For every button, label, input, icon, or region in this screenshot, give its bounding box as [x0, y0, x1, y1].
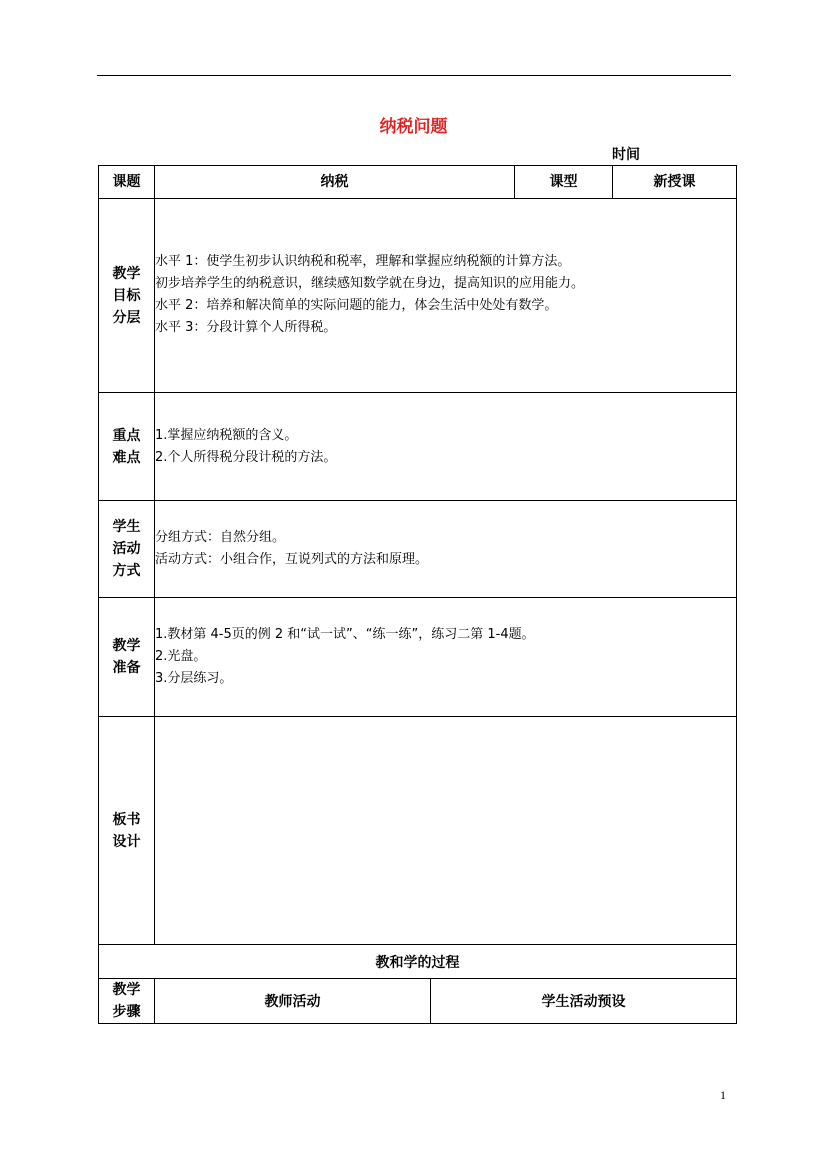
topic-value: 纳税	[155, 166, 515, 199]
key-point-line: 1.掌握应纳税额的含义。	[155, 427, 298, 443]
activity-label: 学生 活动 方式	[99, 501, 155, 598]
prep-line: 1.教材第 4-5页的例 2 和“试一试”、“练一练”，练习二第 1-4题。	[155, 627, 535, 642]
process-header-row	[99, 979, 737, 1024]
lesson-plan-table	[98, 165, 737, 1024]
page-number: 1	[720, 1088, 726, 1102]
student-activity-header: 学生活动预设	[431, 979, 737, 1024]
teacher-activity-header: 教师活动	[155, 979, 431, 1024]
topic-row	[99, 166, 737, 199]
time-label: 时间	[612, 147, 640, 163]
activity-line: 活动方式：小组合作，互说列式的方法和原理。	[155, 552, 429, 567]
process-title-row	[99, 945, 737, 979]
lesson-type-label: 课型	[515, 166, 613, 199]
goal-line: 初步培养学生的纳税意识，继续感知数学就在身边，提高知识的应用能力。	[155, 276, 585, 291]
lesson-type-value: 新授课	[613, 166, 737, 199]
document-title: 纳税问题	[379, 117, 448, 137]
goal-line: 水平 3：分段计算个人所得税。	[155, 320, 337, 335]
goals-row	[99, 199, 737, 393]
goals-content	[155, 199, 737, 393]
board-label: 板书 设计	[99, 717, 155, 945]
header-rule	[97, 75, 731, 76]
board-row	[99, 717, 737, 945]
prep-row	[99, 598, 737, 717]
goal-line: 水平 2：培养和解决简单的实际问题的能力，体会生活中处处有数学。	[155, 298, 558, 313]
prep-line: 3.分层练习。	[155, 671, 233, 686]
key-points-label: 重点 难点	[99, 393, 155, 501]
board-content	[155, 717, 737, 945]
key-points-row	[99, 393, 737, 501]
activity-row	[99, 501, 737, 598]
prep-line: 2.光盘。	[155, 649, 207, 664]
activity-content	[155, 501, 737, 598]
prep-label: 教学 准备	[99, 598, 155, 717]
topic-label: 课题	[99, 166, 155, 199]
key-point-line: 2.个人所得税分段计税的方法。	[155, 449, 337, 465]
activity-line: 分组方式：自然分组。	[155, 530, 286, 545]
process-title: 教和学的过程	[99, 945, 737, 979]
goals-label: 教学 目标 分层	[99, 199, 155, 393]
step-label: 教学 步骤	[99, 979, 155, 1024]
prep-content	[155, 598, 737, 717]
key-points-content	[155, 393, 737, 501]
goal-line: 水平 1：使学生初步认识纳税和税率，理解和掌握应纳税额的计算方法。	[155, 254, 571, 269]
